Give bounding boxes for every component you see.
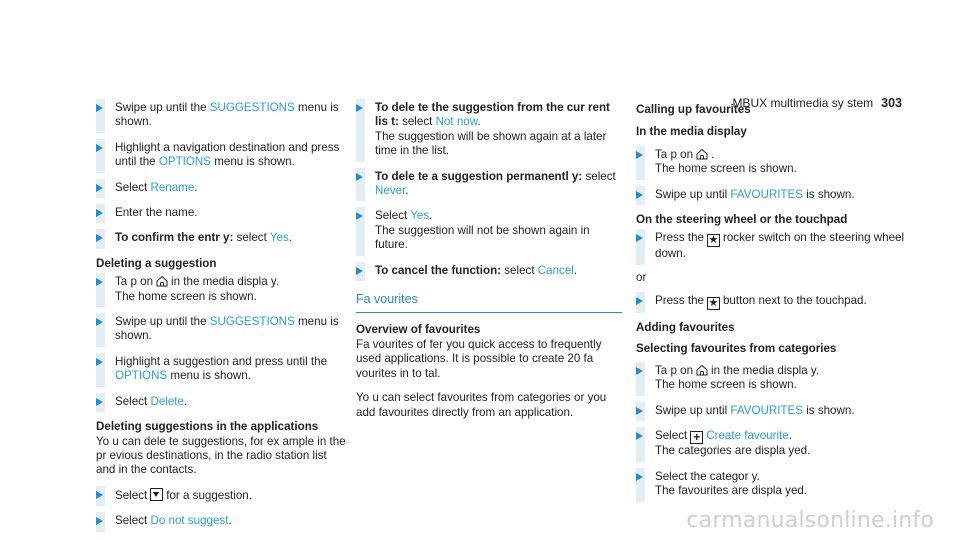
arrow-icon (636, 432, 643, 440)
step: To dele te the suggestion from the cur rent lis t: select Not now. The suggestion will be shown again at a later time in the list. (356, 101, 622, 159)
step: Select the categor y. The favourites are displa yed. (636, 470, 906, 499)
arrow-icon (356, 104, 363, 112)
step: Press the ★ rocker switch on the steering wheel down. (636, 231, 906, 261)
menu-term: Cancel (537, 263, 574, 277)
step: Highlight a navigation destination and press until the OPTIONS menu is shown. (96, 141, 346, 170)
arrow-icon (356, 212, 363, 220)
subheading: On the steering wheel or the touchpad (636, 213, 848, 227)
step: Select + Create favourite. The categories are displa yed. (636, 429, 906, 458)
arrow-icon (96, 318, 103, 326)
subheading: Adding favourites (636, 321, 735, 335)
step: Swipe up until the SUGGESTIONS menu is shown. (96, 315, 346, 344)
arrow-icon (96, 104, 103, 112)
step: Ta p on . The home screen is shown. (636, 148, 906, 177)
menu-term: Yes (410, 209, 430, 223)
down-arrow-box-icon (150, 488, 163, 501)
subheading: In the media display (636, 125, 747, 139)
step: To confirm the entr y: select Yes. (96, 231, 346, 245)
menu-term: SUGGESTIONS (209, 315, 295, 329)
step: Swipe up until FAVOURITES is shown. (636, 188, 906, 202)
menu-term: Not now (435, 115, 478, 129)
arrow-icon (96, 517, 103, 525)
watermark: carmanualsonline.info (686, 507, 934, 533)
step: Select Rename. (96, 181, 346, 195)
home-icon (696, 365, 708, 376)
arrow-icon (356, 267, 363, 275)
arrow-icon (636, 151, 643, 159)
menu-term: Delete (150, 394, 184, 408)
arrow-icon (96, 278, 103, 286)
step: To cancel the function: select Cancel. (356, 264, 622, 278)
menu-term: FAVOURITES (730, 187, 803, 201)
menu-term: Create favourite (706, 429, 789, 443)
arrow-icon (96, 358, 103, 366)
menu-term: Do not suggest (150, 514, 229, 528)
step: Select Do not suggest. (96, 514, 346, 528)
step: Ta p on in the media displa y. The home screen is shown. (636, 364, 906, 393)
or-label: or (636, 270, 647, 284)
subheading: Selecting favourites from categories (636, 341, 837, 355)
step: Ta p on in the media displa y. The home screen is shown. (96, 275, 346, 304)
subheading: Deleting suggestions in the applications (96, 420, 319, 434)
arrow-icon (636, 297, 643, 305)
step: To dele te a suggestion permanentl y: select Never. (356, 170, 622, 199)
column-1 (96, 101, 346, 540)
arrow-icon (96, 234, 103, 242)
menu-term: Yes (269, 231, 289, 245)
manual-title: MBUX multimedia sy stem (732, 96, 874, 110)
arrow-icon (96, 491, 103, 499)
column-2 (356, 101, 622, 430)
menu-term: SUGGESTIONS (209, 101, 295, 114)
subheading: Overview of favourites (356, 323, 481, 337)
page-number: 303 (881, 96, 902, 110)
plus-icon: + (690, 431, 703, 444)
arrow-icon (636, 367, 643, 375)
paragraph: Yo u can dele te suggestions, for ex ample in the pr evious destinations, in the radio station list and in the contacts. (96, 434, 346, 477)
column-3 (636, 101, 906, 510)
step: Select Yes. The suggestion will not be shown again in future. (356, 209, 622, 252)
arrow-icon (96, 184, 103, 192)
menu-term: Rename (150, 180, 195, 194)
step: Highlight a suggestion and press until the OPTIONS menu is shown. (96, 355, 346, 384)
menu-term: Never (375, 184, 406, 198)
home-icon (696, 149, 708, 160)
arrow-icon (636, 473, 643, 481)
home-icon (156, 276, 168, 287)
menu-term: OPTIONS (115, 369, 168, 383)
subheading: Calling up favourites (636, 103, 751, 116)
section-divider (356, 312, 622, 313)
arrow-icon (96, 398, 103, 406)
arrow-icon (636, 234, 643, 242)
paragraph: Fa vourites of fer you quick access to frequently used applications. It is possible to create 20 fa vourites in to tal. (356, 337, 602, 380)
step: Enter the name. (96, 206, 346, 220)
section-title: Fa vourites (356, 292, 418, 307)
step: Swipe up until FAVOURITES is shown. (636, 404, 906, 418)
star-icon: ★ (708, 234, 719, 247)
star-icon: ★ (708, 297, 719, 310)
paragraph: Yo u can select favourites from categories or you add favourites directly from an application. (356, 391, 607, 419)
arrow-icon (96, 209, 103, 217)
menu-term: FAVOURITES (730, 403, 803, 417)
step: Press the ★ button next to the touchpad. (636, 294, 906, 310)
arrow-icon (636, 191, 643, 199)
menu-term: OPTIONS (158, 155, 212, 169)
arrow-icon (96, 144, 103, 152)
arrow-icon (636, 407, 643, 415)
step: Select Delete. (96, 395, 346, 409)
step: Select for a suggestion. (96, 488, 346, 503)
arrow-icon (356, 173, 363, 181)
step: Swipe up until the SUGGESTIONS menu is shown. (96, 101, 346, 130)
subheading: Deleting a suggestion (96, 256, 217, 270)
